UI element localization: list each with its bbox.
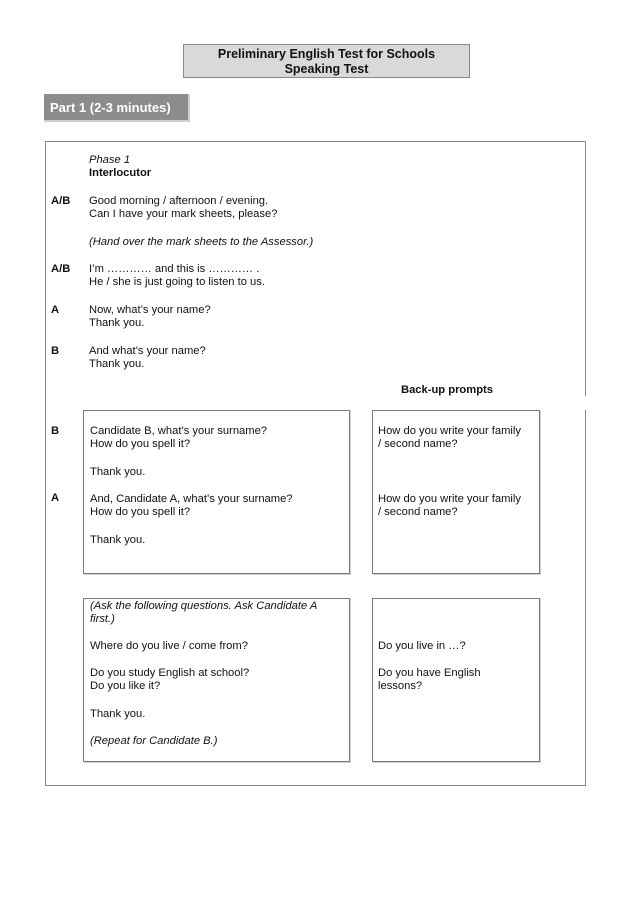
surname-question-b: Candidate B, what’s your surname? xyxy=(90,425,268,437)
family-name-prompt-1-line1: How do you write your family xyxy=(378,425,522,437)
ask-name-b: And what’s your name? xyxy=(89,345,206,357)
speaker-label-b: B xyxy=(51,345,60,357)
where-live-question: Where do you live / come from? xyxy=(90,640,248,652)
test-subtitle: Speaking Test xyxy=(284,62,369,76)
speaker-label-a: A xyxy=(51,304,60,316)
thanks-box2: Thank you. xyxy=(90,708,146,720)
phase-name: Phase 1 xyxy=(89,154,131,166)
english-lessons-prompt-line2: lessons? xyxy=(378,680,423,692)
part-heading: Part 1 (2-3 minutes) xyxy=(44,94,190,122)
hand-over-note: (Hand over the mark sheets to the Assessor.) xyxy=(89,236,314,248)
ask-instruction-line1: (Ask the following questions. Ask Candidate A xyxy=(90,600,318,612)
spell-question-a: How do you spell it? xyxy=(90,506,191,518)
thanks-b: Thank you. xyxy=(89,358,145,370)
test-title: Preliminary English Test for Schools xyxy=(217,47,436,61)
phase-role: Interlocutor xyxy=(89,167,152,179)
speaker-label-ab-1: A/B xyxy=(51,195,71,207)
thanks-box1-b: Thank you. xyxy=(90,466,146,478)
test-title-box xyxy=(183,44,470,78)
mark-sheets-line: Can I have your mark sheets, please? xyxy=(89,208,278,220)
study-english-question: Do you study English at school? xyxy=(90,667,250,679)
repeat-instruction: (Repeat for Candidate B.) xyxy=(90,735,218,747)
thanks-a: Thank you. xyxy=(89,317,145,329)
english-lessons-prompt-line1: Do you have English xyxy=(378,667,481,679)
general-questions-box xyxy=(83,598,350,762)
surname-question-a: And, Candidate A, what’s your surname? xyxy=(90,493,293,505)
thanks-box1-a: Thank you. xyxy=(90,534,146,546)
speaker-label-ab-2: A/B xyxy=(51,263,71,275)
family-name-prompt-2-line1: How do you write your family xyxy=(378,493,522,505)
like-it-question: Do you like it? xyxy=(90,680,161,692)
box1-label-a: A xyxy=(51,492,60,504)
family-name-prompt-2-line2: / second name? xyxy=(378,506,458,518)
listen-line: He / she is just going to listen to us. xyxy=(89,276,265,288)
ask-name-a: Now, what’s your name? xyxy=(89,304,211,316)
spell-question-b: How do you spell it? xyxy=(90,438,191,450)
backup-prompts-box-2 xyxy=(372,598,540,762)
backup-prompts-box-1 xyxy=(372,410,540,574)
backup-prompts-heading: Back-up prompts xyxy=(401,384,493,396)
greeting-line: Good morning / afternoon / evening. xyxy=(89,195,269,207)
family-name-prompt-1-line2: / second name? xyxy=(378,438,458,450)
ask-instruction-line2: first.) xyxy=(90,613,115,625)
live-in-prompt: Do you live in …? xyxy=(378,640,466,652)
frame-gap xyxy=(583,396,587,410)
intro-line: I’m ………… and this is ………… . xyxy=(89,263,260,275)
surname-questions-box xyxy=(83,410,350,574)
box1-label-b: B xyxy=(51,425,60,437)
